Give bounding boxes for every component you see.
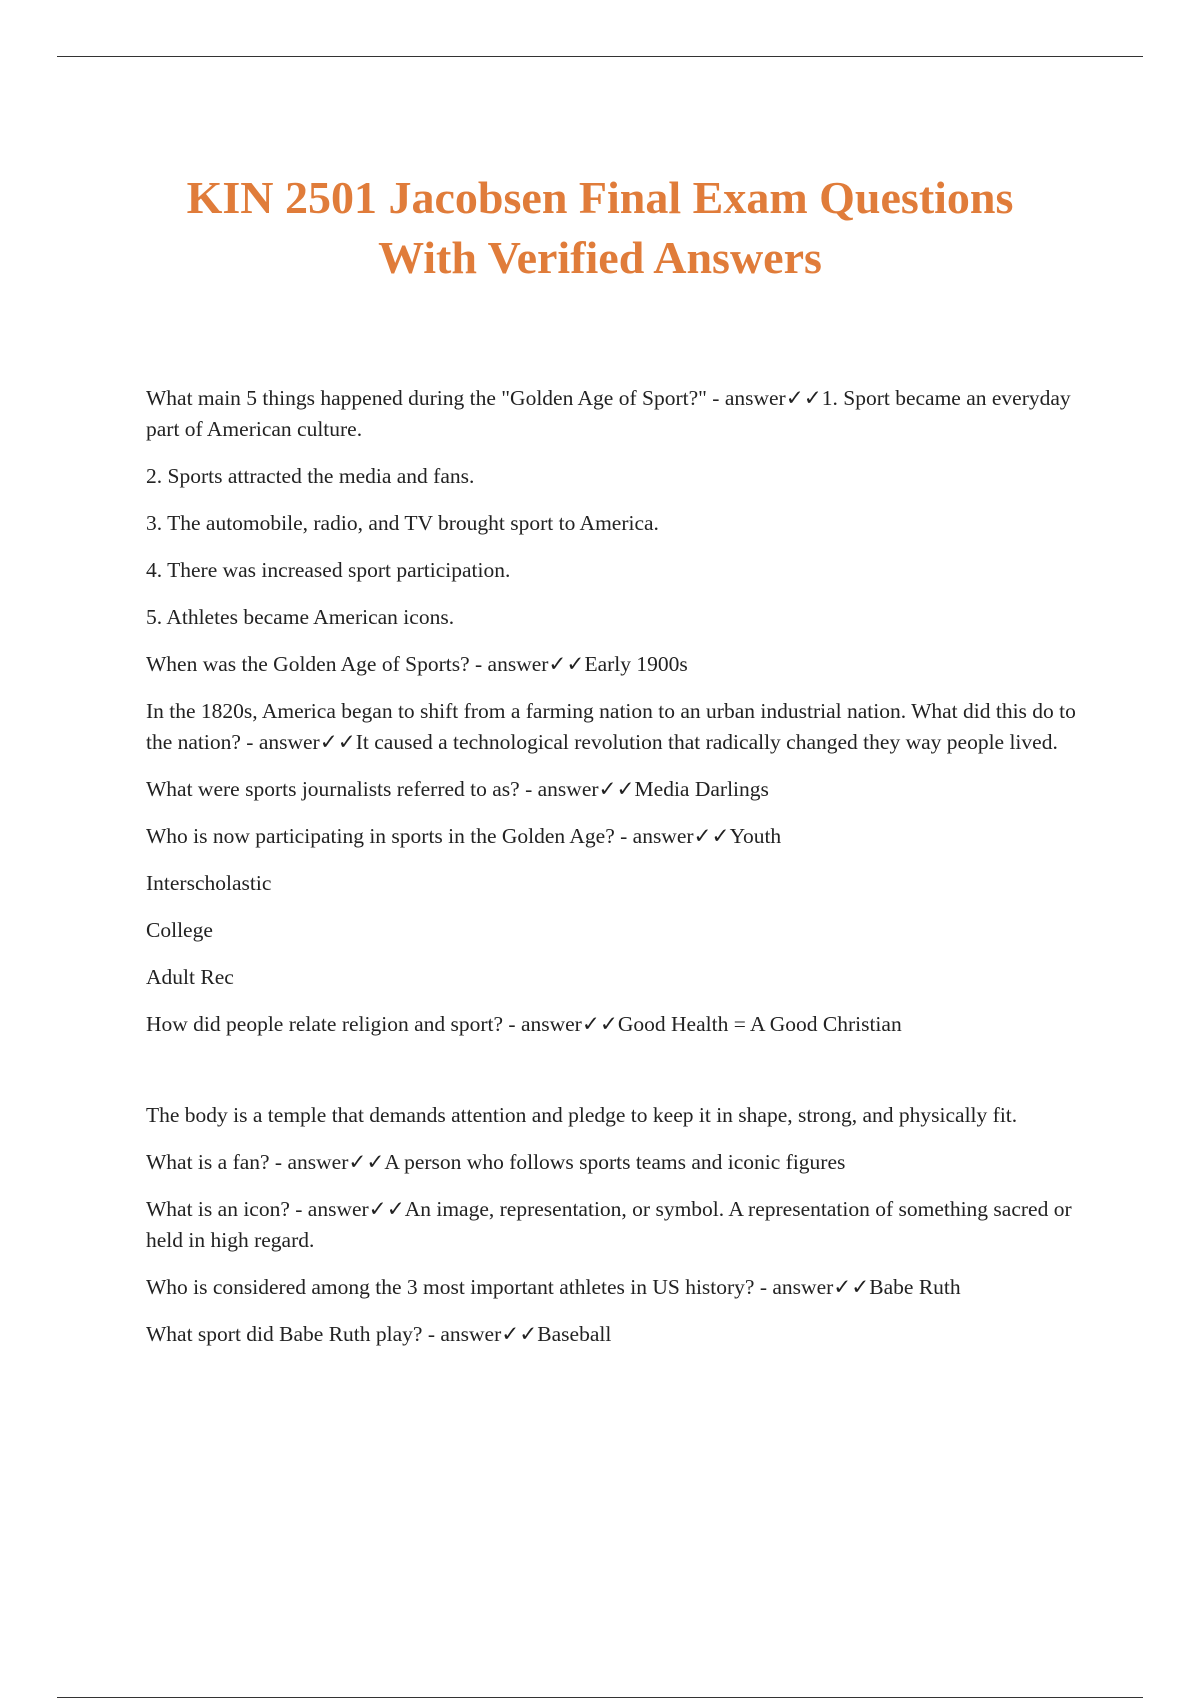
paragraph: 3. The automobile, radio, and TV brought sport to America. — [146, 511, 659, 535]
paragraph: In the 1820s, America began to shift from a farming nation to an urban industrial nation. What did this do to the nation? - answer✓✓It caused a technological revolution that radically changed they way people lived. — [146, 699, 1076, 754]
paragraph: When was the Golden Age of Sports? - answer✓✓Early 1900s — [146, 652, 688, 676]
title-line-2: With Verified Answers — [378, 232, 822, 283]
paragraph: What is a fan? - answer✓✓A person who follows sports teams and iconic figures — [146, 1150, 846, 1174]
paragraph: College — [146, 918, 213, 942]
title-line-1: KIN 2501 Jacobsen Final Exam Questions — [186, 172, 1014, 223]
paragraph: 5. Athletes became American icons. — [146, 605, 455, 629]
paragraph: What sport did Babe Ruth play? - answer✓✓Baseball — [146, 1322, 612, 1346]
paragraph: What main 5 things happened during the "Golden Age of Sport?" - answer✓✓1. Sport became an everyday part of American culture. — [146, 386, 1071, 441]
paragraph: Interscholastic — [146, 871, 272, 895]
top-rule — [57, 56, 1143, 57]
bottom-rule — [57, 1697, 1143, 1698]
document-title — [100, 168, 1100, 288]
paragraph: Adult Rec — [146, 965, 234, 989]
paragraph: The body is a temple that demands attention and pledge to keep it in shape, strong, and physically fit. — [146, 1103, 1018, 1127]
paragraph: What were sports journalists referred to as? - answer✓✓Media Darlings — [146, 777, 769, 801]
paragraph: What is an icon? - answer✓✓An image, representation, or symbol. A representation of something sacred or held in high regard. — [146, 1197, 1072, 1252]
paragraph: Who is considered among the 3 most important athletes in US history? - answer✓✓Babe Ruth — [146, 1275, 961, 1299]
paragraph: 2. Sports attracted the media and fans. — [146, 464, 475, 488]
paragraph: Who is now participating in sports in the Golden Age? - answer✓✓Youth — [146, 824, 782, 848]
paragraph: 4. There was increased sport participation. — [146, 558, 511, 582]
document-body — [146, 383, 1086, 1366]
paragraph: How did people relate religion and sport? - answer✓✓Good Health = A Good Christian — [146, 1012, 902, 1036]
